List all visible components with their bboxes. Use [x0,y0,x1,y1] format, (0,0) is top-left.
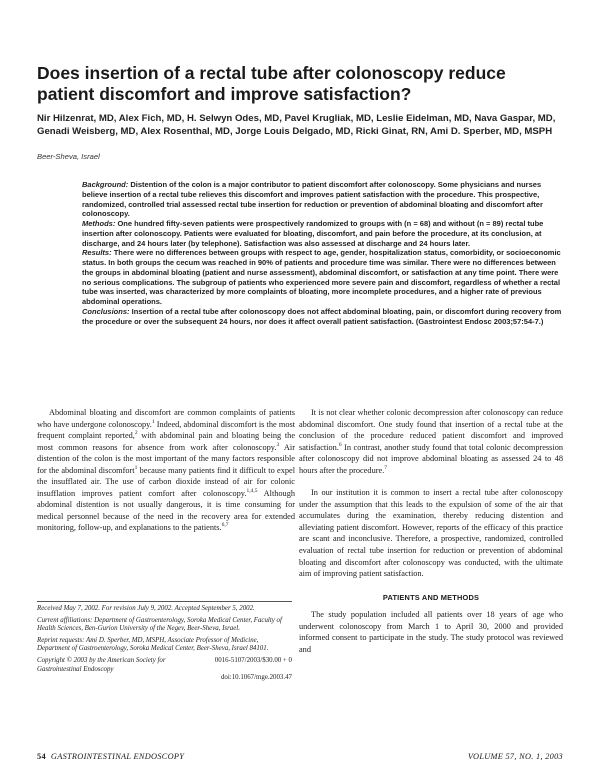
citation: 7 [384,464,387,471]
citation: 2 [134,430,138,437]
abstract-conclusions [82,307,566,327]
journal-name: GASTROINTESTINAL ENDOSCOPY [50,752,185,761]
page-footer [37,752,563,761]
doi: doi:10.1067/mge.2003.47 [220,674,292,682]
footnotes [37,605,292,683]
citation: 6 [338,441,342,448]
article-title: Does insertion of a rectal tube after colonoscopy reduce patient discomfort and improve satisfaction? [37,63,506,104]
intro-text-6: Although abdominal distention is not usually dangerous, it is time consuming for medical personnel because of the need in the recovery area for extended monitoring, follow-up, and explanations to the patients. [37,488,295,533]
methods-paragraph: The study population included all patients over 18 years of age who underwent colonoscopy from March 1 to April 30, 2000 and provided informed consent to participate in the study. The study protocol was reviewed and [299,610,563,654]
current-affiliations-note: Current affiliations: Department of Gastroenterology, Soroka Medical Center, Faculty of Health Sciences, Ben-Gurion University of the Negev, Beer-Sheva, Israel. [37,616,282,633]
intro-text-2: Indeed, abdominal discomfort is the most frequent complaint reported, [37,419,296,441]
citation: 1 [134,464,138,471]
citation: 1 [151,418,155,425]
citation: 6,7 [221,522,229,529]
intro-text-4: Air distention of the colon is the most important of the many factors responsible for the abdominal discomfort [37,442,295,475]
abstract-conclusions-text: Insertion of a rectal tube after colonoscopy does not affect abdominal bloating, pain, or discomfort during recovery from the procedure or over the subsequent 24 hours, nor does it affect overall patient satisfaction. (Gastrointest Endosc 2003;57:54-7.) [82,306,562,326]
abstract-background-text: Distention of the colon is a major contributor to patient discomfort after colonoscopy. Some physicians and nurses believe insertion of a rectal tube relieves this discomfort and improves patient satisfaction with the procedure. This prospective, randomized, controlled trial assessed rectal tube insertion for reduction or prevention of abdominal bloating and discomfort after colonoscopy. [82,180,543,219]
abstract [82,180,566,326]
abstract-background-label: Background: [82,180,129,189]
footnote-divider [37,601,292,602]
abstract-methods-text: One hundred fifty-seven patients were prospectively randomized to groups with (n = 68) and without (n = 89) rectal tube insertion after colonoscopy. Patients were evaluated for bloating, discomfort, and pain before the procedure, at its conclusion, at discharge, and 24 hours later (by telephone). Satisfaction was also assessed at discharge and 24 hours later. [82,219,544,248]
rationale-paragraph [299,407,563,476]
right-column [299,407,563,655]
page-number: 54 [37,752,46,761]
abstract-results [82,248,566,307]
author-list: Nir Hilzenrat, MD, Alex Fich, MD, H. Selwyn Odes, MD, Pavel Krugliak, MD, Leslie Eidelman, MD, Nava Gaspar, MD, Genadi Weisberg, MD, Alex Rosenthal, MD, Jorge Louis Delgado, MD, Ricki Ginat, RN, Ami D. Sperber, MD, MSPH [37,113,556,137]
abstract-results-text: There were no differences between groups with respect to age, gender, hospitalization status, comorbidity, or socioeconomic status. In both groups the cecum was reached in 90% of patients and procedure time was similar. There were no differences between the groups in abdominal bloating (patient and nurse assessment), abdominal discomfort, or satisfaction at any time point. There were no serious complications. The subgroup of patients who experienced more severe pain and discomfort, regardless of whether a rectal tube was inserted, was characterized by more complaints of bloating, more incomplete procedures, and a higher rate of previous abdominal operations. [82,248,561,306]
rationale-text-1: It is not clear whether colonic decompression after colonoscopy can reduce abdominal discomfort. One study found that insertion of a rectal tube at the conclusion of the procedure reduced patient discomfort and improved satisfaction. [299,408,563,452]
abstract-methods [82,219,566,248]
volume-info: VOLUME 57, NO. 1, 2003 [467,752,563,761]
issn-price: 0016-5107/2003/$30.00 + 0 [214,656,292,664]
intro-text-5: because many patients find it difficult to expel the insufflated air. The use of carbon dioxide instead of air for colonic insufflation improves patient comfort after colonoscopy. [37,465,295,498]
abstract-results-label: Results: [82,248,112,258]
section-heading: PATIENTS AND METHODS [382,592,480,602]
abstract-background [82,180,566,219]
left-column [37,407,295,534]
citation: 1,4,5 [246,488,258,495]
copyright-row [37,657,292,674]
rationale-text-2: In contrast, another study found that total colonic decompression after colonoscopy did not improve abdominal bloating as assessed 24 to 48 hours after the procedure. [299,442,563,475]
intro-paragraph [37,407,295,534]
footer-left [37,752,184,761]
affiliation: Beer-Sheva, Israel [37,152,100,161]
aim-paragraph: In our institution it is common to insert a rectal tube after colonoscopy under the assumption that this leads to the expulsion of some of the air that accumulates during the examination, thereby reducing distention and alleviating patient discomfort. However, reports of the efficacy of this practice are scant and inconclusive. Therefore, a prospective, randomized, controlled evaluation of rectal tube insertion for reduction or prevention of abdominal bloating and discomfort after colonoscopy was conducted, with the ultimate aim of improving patient satisfaction. [299,488,563,579]
abstract-conclusions-label: Conclusions: [82,306,130,316]
reprint-requests-note: Reprint requests: Ami D. Sperber, MD, MSPH, Associate Professor of Medicine, Department of Gastroenterology, Soroka Medical Center, Beer-Sheva, Israel 84101. [37,636,269,653]
citation: 3 [276,441,280,448]
abstract-methods-label: Methods: [82,219,116,228]
intro-text-3: with abdominal pain and bloating being the most common reasons for absence from work after colonoscopy. [37,431,295,452]
intro-text-1: Abdominal bloating and discomfort are common complaints of patients who have undergone colonoscopy. [37,408,295,429]
received-note: Received May 7, 2002. For revision July 9, 2002. Accepted September 5, 2002. [37,605,255,612]
copyright-text: Copyright © 2003 by the American Society for Gastrointestinal Endoscopy [37,656,166,673]
